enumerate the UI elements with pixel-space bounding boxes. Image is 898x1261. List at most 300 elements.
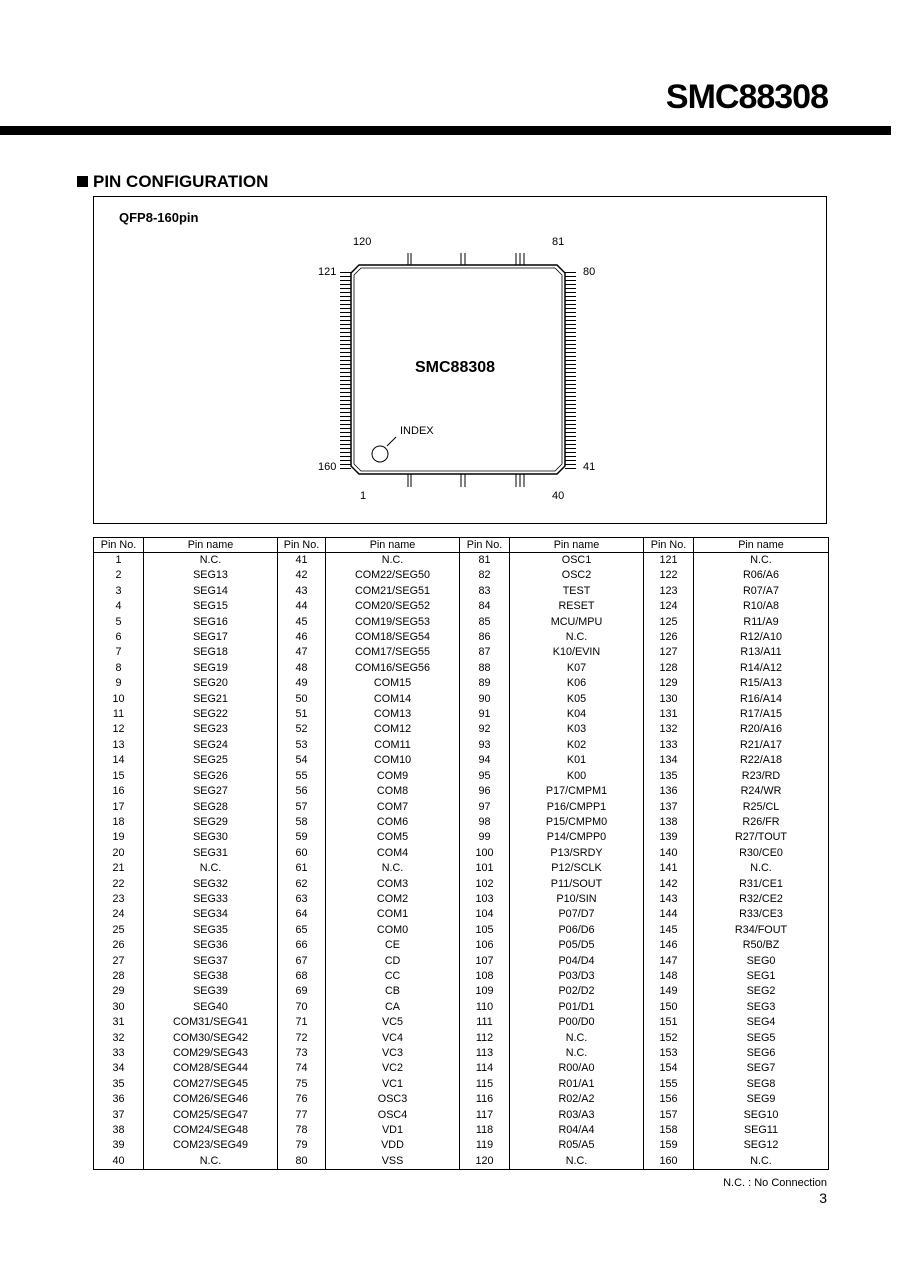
- table-row: [94, 1000, 829, 1015]
- pin-number-cell: 97: [460, 800, 510, 815]
- table-row: [94, 1123, 829, 1138]
- pin-number-cell: 82: [460, 568, 510, 583]
- table-row: [94, 661, 829, 676]
- pin-name-cell: R05/A5: [510, 1138, 644, 1153]
- pin-number-cell: 102: [460, 877, 510, 892]
- table-row: [94, 800, 829, 815]
- pin-number-cell: 131: [644, 707, 694, 722]
- table-row: [94, 954, 829, 969]
- table-row: [94, 1108, 829, 1123]
- pin-number-cell: 37: [94, 1108, 144, 1123]
- pin-number-cell: 141: [644, 861, 694, 876]
- pin-name-cell: SEG30: [144, 830, 278, 845]
- pin-name-cell: COM8: [326, 784, 460, 799]
- pin-number-cell: 85: [460, 615, 510, 630]
- column-header: Pin name: [694, 538, 829, 553]
- table-row: [94, 692, 829, 707]
- table-row: [94, 707, 829, 722]
- pin-name-cell: R02/A2: [510, 1092, 644, 1107]
- pin-name-cell: SEG35: [144, 923, 278, 938]
- table-row: [94, 1046, 829, 1061]
- pin-number-cell: 115: [460, 1077, 510, 1092]
- pin-name-cell: SEG6: [694, 1046, 829, 1061]
- pin-name-cell: COM27/SEG45: [144, 1077, 278, 1092]
- pin-number-cell: 106: [460, 938, 510, 953]
- pin-number-cell: 78: [278, 1123, 326, 1138]
- table-row: [94, 1154, 829, 1170]
- pin-number-cell: 51: [278, 707, 326, 722]
- pin-number-cell: 88: [460, 661, 510, 676]
- pin-number-cell: 147: [644, 954, 694, 969]
- pin-number-cell: 153: [644, 1046, 694, 1061]
- pin-number-cell: 43: [278, 584, 326, 599]
- table-row: [94, 784, 829, 799]
- pin-name-cell: COM4: [326, 846, 460, 861]
- pin-name-cell: R30/CE0: [694, 846, 829, 861]
- table-row: [94, 907, 829, 922]
- pin-number-cell: 21: [94, 861, 144, 876]
- pin-number-cell: 27: [94, 954, 144, 969]
- pin-number-cell: 144: [644, 907, 694, 922]
- pin-name-cell: R17/A15: [694, 707, 829, 722]
- pin-name-cell: R21/A17: [694, 738, 829, 753]
- pin-number-cell: 32: [94, 1031, 144, 1046]
- pin-name-cell: SEG40: [144, 1000, 278, 1015]
- pin-name-cell: SEG12: [694, 1138, 829, 1153]
- pin-number-cell: 48: [278, 661, 326, 676]
- pin-number-cell: 69: [278, 984, 326, 999]
- pin-number-cell: 62: [278, 877, 326, 892]
- pin-number-cell: 17: [94, 800, 144, 815]
- page-number: 3: [819, 1190, 827, 1206]
- table-row: [94, 846, 829, 861]
- pin-number-cell: 54: [278, 753, 326, 768]
- pin-name-cell: SEG38: [144, 969, 278, 984]
- pin-number-cell: 125: [644, 615, 694, 630]
- pin-name-cell: K01: [510, 753, 644, 768]
- pin-number-cell: 73: [278, 1046, 326, 1061]
- table-row: [94, 738, 829, 753]
- pin-number-cell: 1: [94, 553, 144, 569]
- pin-number-cell: 12: [94, 722, 144, 737]
- pin-number-cell: 24: [94, 907, 144, 922]
- pin-name-cell: SEG4: [694, 1015, 829, 1030]
- column-header: Pin name: [144, 538, 278, 553]
- pin-number-cell: 92: [460, 722, 510, 737]
- pin-name-cell: R33/CE3: [694, 907, 829, 922]
- pin-name-cell: COM18/SEG54: [326, 630, 460, 645]
- pin-number-cell: 3: [94, 584, 144, 599]
- pin-number-cell: 137: [644, 800, 694, 815]
- pin-number-cell: 109: [460, 984, 510, 999]
- pin-number-cell: 55: [278, 769, 326, 784]
- pin-number-cell: 154: [644, 1061, 694, 1076]
- pin-name-cell: R06/A6: [694, 568, 829, 583]
- pin-number-cell: 46: [278, 630, 326, 645]
- pin-number-cell: 14: [94, 753, 144, 768]
- pin-name-cell: VSS: [326, 1154, 460, 1170]
- pin-number-cell: 33: [94, 1046, 144, 1061]
- table-row: [94, 615, 829, 630]
- pin-name-cell: COM20/SEG52: [326, 599, 460, 614]
- pin-name-cell: CD: [326, 954, 460, 969]
- pin-number-cell: 132: [644, 722, 694, 737]
- column-header: Pin No.: [644, 538, 694, 553]
- pin-name-cell: SEG36: [144, 938, 278, 953]
- pin-name-cell: P03/D3: [510, 969, 644, 984]
- pin-number-cell: 99: [460, 830, 510, 845]
- pin-name-cell: COM13: [326, 707, 460, 722]
- pin-number-cell: 151: [644, 1015, 694, 1030]
- pin-number-cell: 135: [644, 769, 694, 784]
- pin-number-cell: 146: [644, 938, 694, 953]
- pin-number-cell: 145: [644, 923, 694, 938]
- pin-number-cell: 58: [278, 815, 326, 830]
- pin-name-cell: COM9: [326, 769, 460, 784]
- pin-number-cell: 50: [278, 692, 326, 707]
- pin-number-cell: 70: [278, 1000, 326, 1015]
- pin-number-cell: 110: [460, 1000, 510, 1015]
- pin-name-cell: COM1: [326, 907, 460, 922]
- pin-number-cell: 5: [94, 615, 144, 630]
- pin-number-cell: 19: [94, 830, 144, 845]
- pin-number-cell: 42: [278, 568, 326, 583]
- pin-number-cell: 64: [278, 907, 326, 922]
- pin-number-cell: 77: [278, 1108, 326, 1123]
- pin-name-cell: SEG5: [694, 1031, 829, 1046]
- pin-name-cell: N.C.: [144, 553, 278, 569]
- table-row: [94, 630, 829, 645]
- pin-number-cell: 6: [94, 630, 144, 645]
- pin-name-cell: R50/BZ: [694, 938, 829, 953]
- pin-number-cell: 38: [94, 1123, 144, 1138]
- pin-name-cell: K03: [510, 722, 644, 737]
- pin-number-cell: 105: [460, 923, 510, 938]
- pin-name-cell: R12/A10: [694, 630, 829, 645]
- pin-name-cell: SEG37: [144, 954, 278, 969]
- pin-number-cell: 65: [278, 923, 326, 938]
- pin-number-cell: 139: [644, 830, 694, 845]
- pin-name-cell: N.C.: [694, 553, 829, 569]
- pin-number-cell: 152: [644, 1031, 694, 1046]
- pin-number-cell: 120: [460, 1154, 510, 1170]
- pin-name-cell: VC1: [326, 1077, 460, 1092]
- pin-name-cell: K00: [510, 769, 644, 784]
- table-row: [94, 969, 829, 984]
- pin-name-cell: SEG0: [694, 954, 829, 969]
- table-row: [94, 1077, 829, 1092]
- pin-name-cell: R32/CE2: [694, 892, 829, 907]
- pin-name-cell: COM16/SEG56: [326, 661, 460, 676]
- column-header: Pin No.: [460, 538, 510, 553]
- pin-number-cell: 66: [278, 938, 326, 953]
- pin-name-cell: SEG10: [694, 1108, 829, 1123]
- pin-name-cell: SEG7: [694, 1061, 829, 1076]
- pin-number-cell: 31: [94, 1015, 144, 1030]
- column-header: Pin No.: [94, 538, 144, 553]
- column-header: Pin No.: [278, 538, 326, 553]
- pin-name-cell: SEG21: [144, 692, 278, 707]
- pin-name-cell: N.C.: [510, 1031, 644, 1046]
- pin-name-cell: SEG16: [144, 615, 278, 630]
- corner-pin-40: 40: [552, 490, 565, 502]
- pin-name-cell: SEG2: [694, 984, 829, 999]
- pin-name-cell: VC2: [326, 1061, 460, 1076]
- pin-number-cell: 100: [460, 846, 510, 861]
- pin-name-cell: SEG39: [144, 984, 278, 999]
- pin-name-cell: COM25/SEG47: [144, 1108, 278, 1123]
- pin-number-cell: 107: [460, 954, 510, 969]
- table-row: [94, 769, 829, 784]
- pin-name-cell: COM19/SEG53: [326, 615, 460, 630]
- package-label: QFP8-160pin: [119, 210, 199, 225]
- pin-name-cell: K02: [510, 738, 644, 753]
- index-circle-icon: [372, 446, 388, 462]
- pin-name-cell: R03/A3: [510, 1108, 644, 1123]
- pin-name-cell: COM3: [326, 877, 460, 892]
- pin-number-cell: 9: [94, 676, 144, 691]
- pin-number-cell: 80: [278, 1154, 326, 1170]
- column-header: Pin name: [510, 538, 644, 553]
- pin-name-cell: R20/A16: [694, 722, 829, 737]
- pin-name-cell: VC4: [326, 1031, 460, 1046]
- pin-number-cell: 98: [460, 815, 510, 830]
- pin-name-cell: VC5: [326, 1015, 460, 1030]
- pin-number-cell: 95: [460, 769, 510, 784]
- pin-name-cell: SEG23: [144, 722, 278, 737]
- pin-number-cell: 103: [460, 892, 510, 907]
- pin-number-cell: 119: [460, 1138, 510, 1153]
- pin-number-cell: 160: [644, 1154, 694, 1170]
- table-row: [94, 861, 829, 876]
- pin-number-cell: 10: [94, 692, 144, 707]
- pin-name-cell: COM31/SEG41: [144, 1015, 278, 1030]
- pin-name-cell: MCU/MPU: [510, 615, 644, 630]
- pin-name-cell: COM30/SEG42: [144, 1031, 278, 1046]
- pin-name-cell: COM17/SEG55: [326, 645, 460, 660]
- table-row: [94, 1031, 829, 1046]
- pin-name-cell: TEST: [510, 584, 644, 599]
- table-row: [94, 1015, 829, 1030]
- pin-number-cell: 93: [460, 738, 510, 753]
- pin-name-cell: SEG3: [694, 1000, 829, 1015]
- pin-number-cell: 11: [94, 707, 144, 722]
- pin-number-cell: 49: [278, 676, 326, 691]
- pin-number-cell: 67: [278, 954, 326, 969]
- pin-row-right: [565, 270, 576, 469]
- pin-name-cell: R14/A12: [694, 661, 829, 676]
- pin-name-cell: COM14: [326, 692, 460, 707]
- pin-number-cell: 116: [460, 1092, 510, 1107]
- pin-name-cell: COM23/SEG49: [144, 1138, 278, 1153]
- pin-name-cell: RESET: [510, 599, 644, 614]
- pin-name-cell: R26/FR: [694, 815, 829, 830]
- pin-number-cell: 155: [644, 1077, 694, 1092]
- pin-name-cell: SEG33: [144, 892, 278, 907]
- pin-name-cell: P07/D7: [510, 907, 644, 922]
- pin-number-cell: 71: [278, 1015, 326, 1030]
- pin-name-cell: CE: [326, 938, 460, 953]
- pin-row-left: [340, 270, 351, 469]
- pin-name-cell: OSC2: [510, 568, 644, 583]
- pin-name-cell: P02/D2: [510, 984, 644, 999]
- pin-name-cell: R10/A8: [694, 599, 829, 614]
- pin-number-cell: 87: [460, 645, 510, 660]
- pin-name-cell: COM15: [326, 676, 460, 691]
- pin-name-cell: CA: [326, 1000, 460, 1015]
- table-row: [94, 722, 829, 737]
- pin-number-cell: 39: [94, 1138, 144, 1153]
- pin-number-cell: 150: [644, 1000, 694, 1015]
- pin-name-cell: K07: [510, 661, 644, 676]
- pin-name-cell: N.C.: [510, 630, 644, 645]
- pin-name-cell: P17/CMPM1: [510, 784, 644, 799]
- pin-name-cell: SEG27: [144, 784, 278, 799]
- pin-number-cell: 44: [278, 599, 326, 614]
- pin-number-cell: 53: [278, 738, 326, 753]
- pin-name-cell: N.C.: [144, 1154, 278, 1170]
- pin-name-cell: N.C.: [510, 1046, 644, 1061]
- pin-name-cell: COM26/SEG46: [144, 1092, 278, 1107]
- pin-name-cell: P15/CMPM0: [510, 815, 644, 830]
- pin-number-cell: 23: [94, 892, 144, 907]
- pin-number-cell: 101: [460, 861, 510, 876]
- pin-name-cell: COM21/SEG51: [326, 584, 460, 599]
- pin-name-cell: SEG13: [144, 568, 278, 583]
- pin-number-cell: 149: [644, 984, 694, 999]
- pin-number-cell: 157: [644, 1108, 694, 1123]
- pin-number-cell: 134: [644, 753, 694, 768]
- pin-number-cell: 2: [94, 568, 144, 583]
- pin-name-cell: N.C.: [326, 553, 460, 569]
- pin-name-cell: COM12: [326, 722, 460, 737]
- pin-name-cell: SEG14: [144, 584, 278, 599]
- pin-name-cell: SEG25: [144, 753, 278, 768]
- pin-name-cell: OSC1: [510, 553, 644, 569]
- corner-pin-120: 120: [353, 236, 372, 248]
- pin-name-cell: R22/A18: [694, 753, 829, 768]
- pin-name-cell: P14/CMPP0: [510, 830, 644, 845]
- pin-number-cell: 75: [278, 1077, 326, 1092]
- corner-pin-41: 41: [583, 461, 596, 473]
- pin-name-cell: K06: [510, 676, 644, 691]
- pin-row-bottom: [408, 474, 524, 487]
- pin-number-cell: 118: [460, 1123, 510, 1138]
- pin-number-cell: 59: [278, 830, 326, 845]
- pin-name-cell: K04: [510, 707, 644, 722]
- pin-number-cell: 127: [644, 645, 694, 660]
- pin-number-cell: 20: [94, 846, 144, 861]
- pin-name-cell: P06/D6: [510, 923, 644, 938]
- pin-number-cell: 4: [94, 599, 144, 614]
- pin-name-cell: SEG1: [694, 969, 829, 984]
- pin-number-cell: 140: [644, 846, 694, 861]
- table-row: [94, 1061, 829, 1076]
- table-row: [94, 645, 829, 660]
- pin-number-cell: 28: [94, 969, 144, 984]
- pin-name-cell: R31/CE1: [694, 877, 829, 892]
- column-header: Pin name: [326, 538, 460, 553]
- pin-name-cell: VDD: [326, 1138, 460, 1153]
- pin-name-cell: P13/SRDY: [510, 846, 644, 861]
- pin-number-cell: 158: [644, 1123, 694, 1138]
- pin-number-cell: 114: [460, 1061, 510, 1076]
- pin-number-cell: 159: [644, 1138, 694, 1153]
- pin-number-cell: 26: [94, 938, 144, 953]
- pin-number-cell: 138: [644, 815, 694, 830]
- pin-name-cell: SEG18: [144, 645, 278, 660]
- pin-number-cell: 108: [460, 969, 510, 984]
- pin-number-cell: 72: [278, 1031, 326, 1046]
- table-row: [94, 815, 829, 830]
- pin-name-cell: COM11: [326, 738, 460, 753]
- pin-name-cell: SEG26: [144, 769, 278, 784]
- pin-name-cell: SEG9: [694, 1092, 829, 1107]
- table-row: [94, 877, 829, 892]
- pin-number-cell: 130: [644, 692, 694, 707]
- pin-number-cell: 112: [460, 1031, 510, 1046]
- pin-name-cell: VC3: [326, 1046, 460, 1061]
- pin-number-cell: 40: [94, 1154, 144, 1170]
- pin-name-cell: R07/A7: [694, 584, 829, 599]
- pin-name-cell: K05: [510, 692, 644, 707]
- pin-name-cell: COM0: [326, 923, 460, 938]
- pin-table-body: [94, 553, 829, 1170]
- pin-name-cell: COM6: [326, 815, 460, 830]
- pin-number-cell: 29: [94, 984, 144, 999]
- pin-name-cell: P11/SOUT: [510, 877, 644, 892]
- pin-number-cell: 36: [94, 1092, 144, 1107]
- pin-name-cell: R16/A14: [694, 692, 829, 707]
- pin-name-cell: SEG20: [144, 676, 278, 691]
- pin-row-top: [408, 253, 524, 265]
- pin-number-cell: 45: [278, 615, 326, 630]
- pin-name-cell: COM5: [326, 830, 460, 845]
- pin-number-cell: 121: [644, 553, 694, 569]
- pin-number-cell: 143: [644, 892, 694, 907]
- pin-number-cell: 111: [460, 1015, 510, 1030]
- pin-number-cell: 94: [460, 753, 510, 768]
- pin-name-cell: SEG8: [694, 1077, 829, 1092]
- pin-number-cell: 7: [94, 645, 144, 660]
- pin-name-cell: SEG17: [144, 630, 278, 645]
- pin-name-cell: R34/FOUT: [694, 923, 829, 938]
- pin-number-cell: 128: [644, 661, 694, 676]
- pin-number-cell: 156: [644, 1092, 694, 1107]
- pin-name-cell: SEG15: [144, 599, 278, 614]
- table-row: [94, 584, 829, 599]
- pin-table: [93, 537, 829, 1170]
- pin-number-cell: 74: [278, 1061, 326, 1076]
- pin-name-cell: SEG22: [144, 707, 278, 722]
- pin-number-cell: 104: [460, 907, 510, 922]
- pin-name-cell: COM24/SEG48: [144, 1123, 278, 1138]
- pin-number-cell: 41: [278, 553, 326, 569]
- pin-name-cell: P04/D4: [510, 954, 644, 969]
- pin-name-cell: R04/A4: [510, 1123, 644, 1138]
- pin-number-cell: 25: [94, 923, 144, 938]
- table-row: [94, 938, 829, 953]
- pin-name-cell: R25/CL: [694, 800, 829, 815]
- pin-number-cell: 129: [644, 676, 694, 691]
- pin-number-cell: 91: [460, 707, 510, 722]
- pin-name-cell: SEG32: [144, 877, 278, 892]
- pin-name-cell: R15/A13: [694, 676, 829, 691]
- pin-number-cell: 148: [644, 969, 694, 984]
- pin-number-cell: 61: [278, 861, 326, 876]
- pin-number-cell: 142: [644, 877, 694, 892]
- pin-number-cell: 89: [460, 676, 510, 691]
